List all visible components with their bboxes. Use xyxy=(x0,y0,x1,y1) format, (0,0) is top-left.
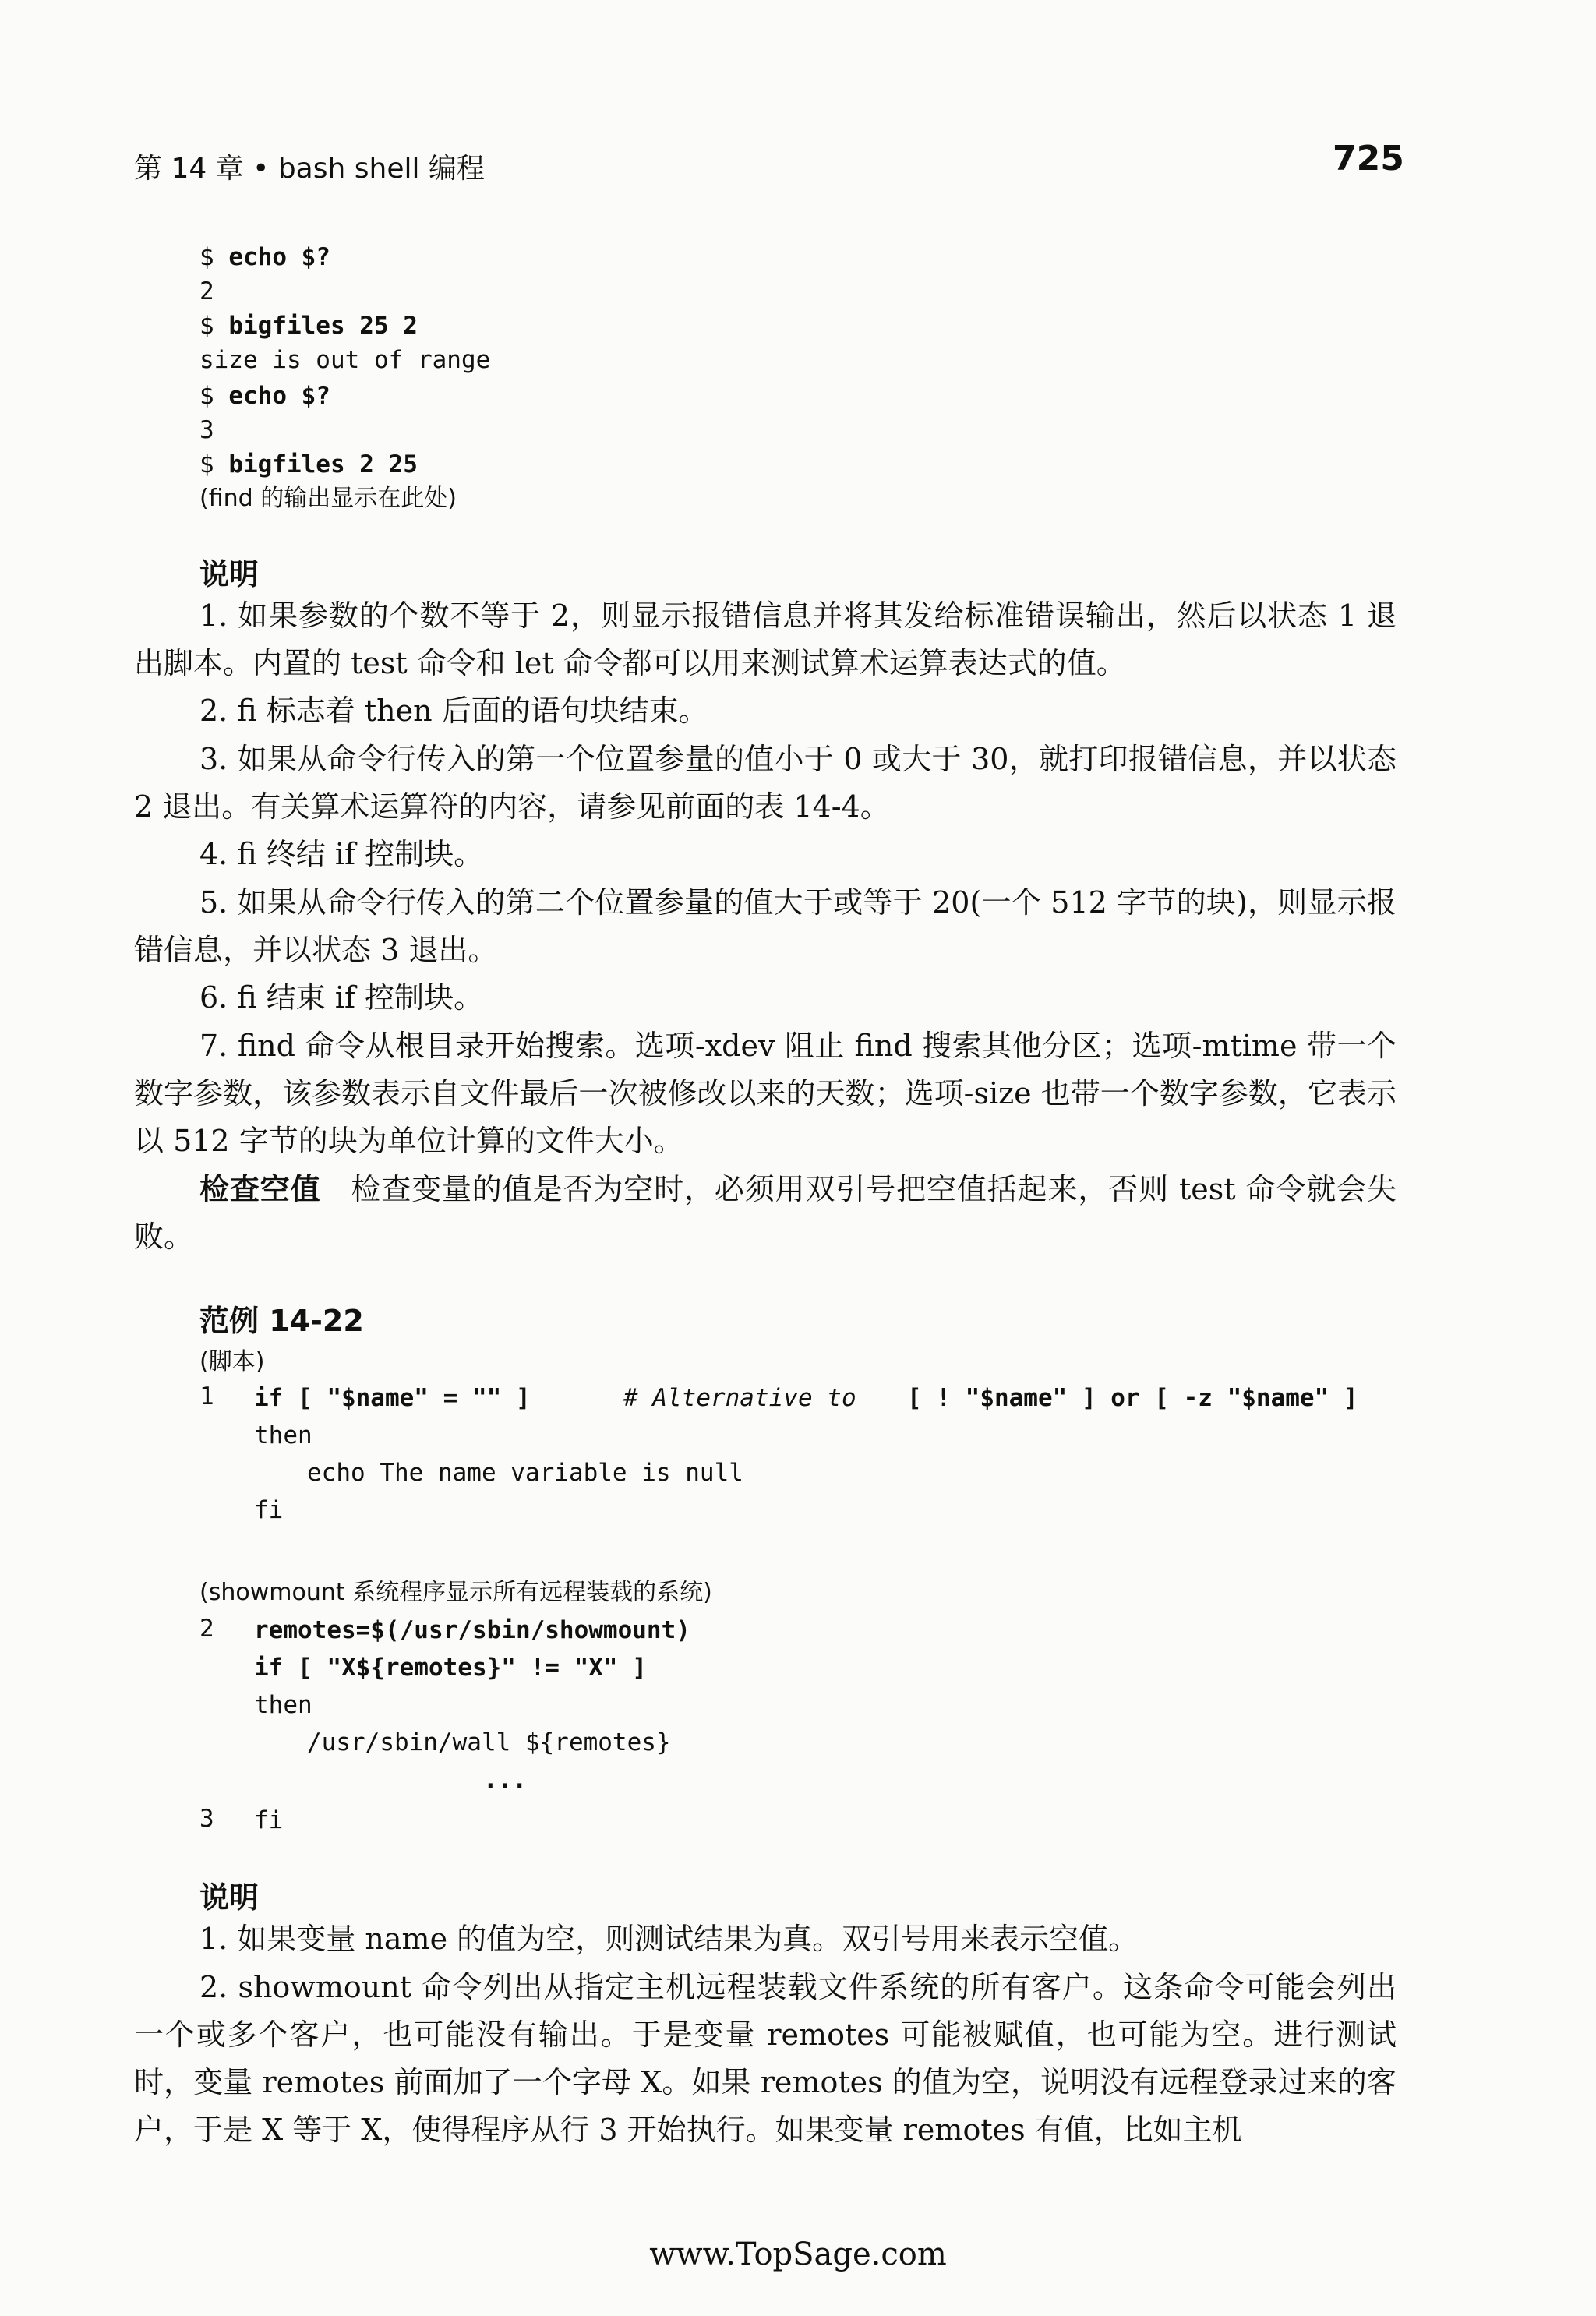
code-line: $ bigfiles 25 2 xyxy=(200,312,418,340)
paragraph: 3. 如果从命令行传入的第一个位置参量的值小于 0 或大于 30，就打印报错信息，并以状态 2 退出。有关算术运算符的内容，请参见前面的表 14-4。 xyxy=(134,742,1396,824)
line-number: 2 xyxy=(200,1615,214,1643)
chapter-header: 第 14 章 • bash shell 编程 xyxy=(134,153,485,185)
code-comment-alt: [ ! "$name" ] or [ -z "$name" ] xyxy=(907,1384,1358,1412)
paragraph: 1. 如果变量 name 的值为空，则测试结果为真。双引号用来表示空值。 xyxy=(200,1922,1139,1956)
paragraph: 2. fi 标志着 then 后面的语句块结束。 xyxy=(200,694,708,728)
code-line: remotes=$(/usr/sbin/showmount) xyxy=(254,1616,690,1644)
check-null-text: 检查变量的值是否为空时，必须用双引号把空值括起来，否则 test 命令就会失败。 xyxy=(134,1172,1396,1254)
paragraph: 4. fi 终结 if 控制块。 xyxy=(200,837,484,871)
code-line: $ echo $? xyxy=(200,382,330,410)
showmount-note: (showmount 系统程序显示所有远程装载的系统) xyxy=(200,1579,712,1606)
paragraph: 7. find 命令从根目录开始搜索。选项-xdev 阻止 find 搜索其他分区；选项-mtime 带一个数字参数，该参数表示自文件最后一次被修改以来的天数；选项-size 也带一个数字参数，它表示以 512 字节的块为单位计算的文件大小。 xyxy=(134,1029,1396,1158)
code-output: 3 xyxy=(200,416,214,444)
code-line: echo The name variable is null xyxy=(307,1459,743,1487)
code-output: size is out of range xyxy=(200,346,491,374)
paragraph: 5. 如果从命令行传入的第二个位置参量的值大于或等于 20(一个 512 字节的块)，则显示报错信息，并以状态 3 退出。 xyxy=(134,885,1396,967)
paragraph: 1. 如果参数的个数不等于 2，则显示报错信息并将其发给标准错误输出，然后以状态 1 退出脚本。内置的 test 命令和 let 命令都可以用来测试算术运算表达式的值。 xyxy=(134,598,1396,680)
code-line: then xyxy=(254,1691,312,1719)
code-output: 2 xyxy=(200,277,214,305)
section-heading: 说明 xyxy=(200,557,260,591)
example-title: 范例 14-22 xyxy=(200,1304,364,1338)
footer-watermark-url: www.TopSage.com xyxy=(649,2237,947,2272)
code-note: (find 的输出显示在此处) xyxy=(200,485,457,512)
section-heading: 说明 xyxy=(200,1880,260,1915)
script-label: (脚本) xyxy=(200,1348,265,1375)
line-number: 3 xyxy=(200,1805,214,1833)
code-line: then xyxy=(254,1421,312,1449)
code-ellipsis: ... xyxy=(483,1766,527,1794)
code-line: $ bigfiles 2 25 xyxy=(200,450,418,478)
code-line: /usr/sbin/wall ${remotes} xyxy=(307,1728,671,1756)
check-null-title: 检查空值 xyxy=(200,1172,321,1206)
code-line: if [ "$name" = "" ] xyxy=(254,1384,531,1412)
code-line: fi xyxy=(254,1806,284,1834)
paragraph: 2. showmount 命令列出从指定主机远程装载文件系统的所有客户。这条命令可能会列出一个或多个客户，也可能没有输出。于是变量 remotes 可能被赋值，也可能为空。进行测试时，变量 remotes 前面加了一个字母 X。如果 remotes 的值为空，说明没有远程登录过来的客户，于是 X 等于 X，使得程序从行 3 开始执行。如果变量 remotes 有值，比如主机 xyxy=(134,1970,1396,2147)
line-number: 1 xyxy=(200,1382,214,1410)
paragraph-check-null xyxy=(134,1166,1396,1261)
page-number: 725 xyxy=(1333,139,1404,178)
code-line: fi xyxy=(254,1496,284,1524)
code-line: $ echo $? xyxy=(200,243,330,271)
code-line: if [ "X${remotes}" != "X" ] xyxy=(254,1654,647,1682)
paragraph: 6. fi 结束 if 控制块。 xyxy=(200,980,484,1015)
code-comment: # Alternative to xyxy=(623,1384,856,1412)
